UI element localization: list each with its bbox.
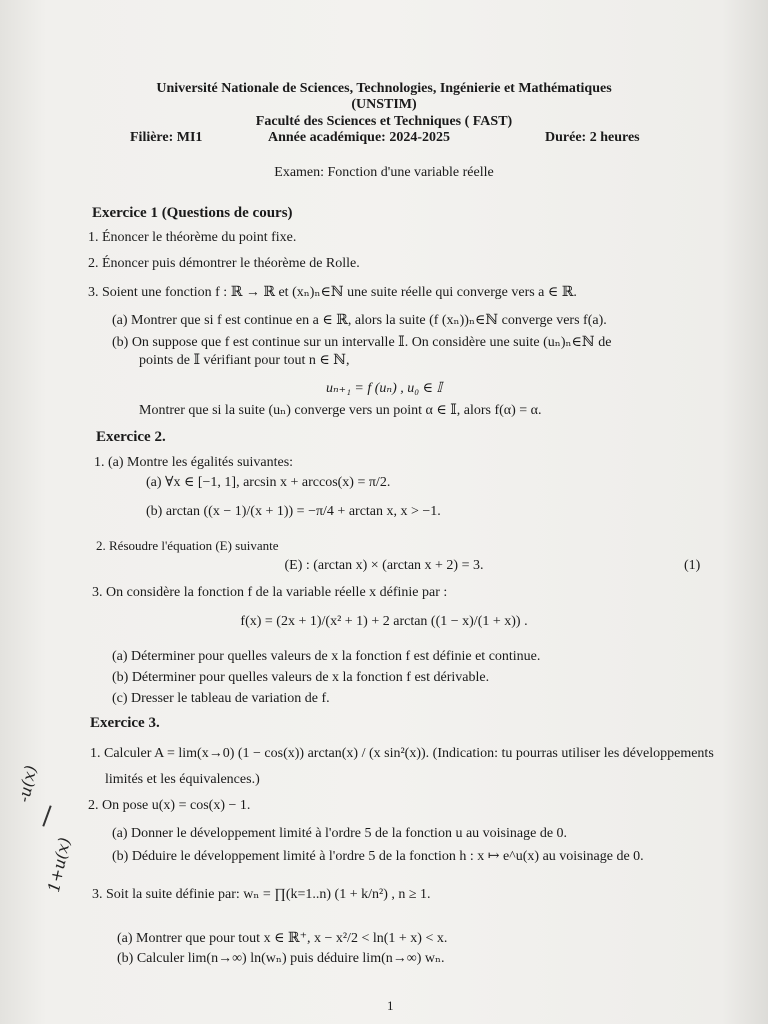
ex3-q3b: (b) Calculer lim(n→∞) ln(wₙ) puis déduire lim(n→∞) wₙ. [117,951,445,966]
ex2-q1: 1. (a) Montre les égalités suivantes: [94,455,294,470]
ex2-q2-equation: (E) : (arctan x) × (arctan x + 2) = 3. [284,558,484,573]
ex1-q3b-line3: Montrer que si la suite (uₙ) converge vers un point α ∈ 𝕀, alors f(α) = α. [139,403,542,418]
ex3-q1: 1. Calculer A = lim(x→0) (1 − cos(x)) arctan(x) / (x sin²(x)). (Indication: tu pourras utiliser les développements [90,746,714,761]
exam-title: Examen: Fonction d'une variable réelle [274,165,494,180]
exercise-3-title: Exercice 3. [90,715,160,731]
ex2-q3-equation: f(x) = (2x + 1)/(x² + 1) + 2 arctan ((1 − x)/(1 + x)) . [240,614,528,629]
ex1-q3b-line1: (b) On suppose que f est continue sur un intervalle 𝕀. On considère une suite (uₙ)ₙ∈ℕ de [112,335,612,350]
ex2-q3b: (b) Déterminer pour quelles valeurs de x la fonction f est dérivable. [112,670,490,685]
ex1-q3: 3. Soient une fonction f : ℝ → ℝ et (xₙ)ₙ∈ℕ une suite réelle qui converge vers a ∈ ℝ. [88,285,577,300]
ex3-q2b: (b) Déduire le développement limité à l'ordre 5 de la fonction h : x ↦ e^u(x) au voisinage de 0. [112,849,644,864]
ex2-q1a: (a) ∀x ∈ [−1, 1], arcsin x + arccos(x) = π/2. [146,475,391,490]
duration: Durée: 2 heures [545,130,640,145]
page-number: 1 [387,998,394,1013]
ex2-q3a: (a) Déterminer pour quelles valeurs de x la fonction f est définie et continue. [112,649,541,664]
ex3-q2: 2. On pose u(x) = cos(x) − 1. [88,798,251,813]
ex3-q3a: (a) Montrer que pour tout x ∈ ℝ⁺, x − x²/2 < ln(1 + x) < x. [117,931,448,946]
ex1-q3a: (a) Montrer que si f est continue en a ∈ ℝ, alors la suite (f (xₙ))ₙ∈ℕ converge vers f(a). [112,313,607,328]
university-acronym: (UNSTIM) [351,97,417,112]
filiere: Filière: MI1 [130,130,203,145]
handwritten-fraction-bar [42,805,51,826]
ex2-q2: 2. Résoudre l'équation (E) suivante [96,538,279,553]
university-name: Université Nationale de Sciences, Technologies, Ingénierie et Mathématiques [156,81,612,96]
ex1-q2: 2. Énoncer puis démontrer le théorème de Rolle. [88,256,360,271]
faculty-name: Faculté des Sciences et Techniques ( FAST) [255,114,513,129]
ex3-q1-continued: limités et les équivalences.) [105,772,260,787]
equation-number: (1) [684,558,701,573]
exercise-2-title: Exercice 2. [96,429,166,445]
handwritten-note-bottom: 1+u(x) [44,835,75,894]
handwritten-note-top: -u(x) [14,763,41,804]
exercise-1-title: Exercice 1 (Questions de cours) [92,205,293,221]
ex3-q2a: (a) Donner le développement limité à l'ordre 5 de la fonction u au voisinage de 0. [112,826,568,841]
ex3-q3: 3. Soit la suite définie par: wₙ = ∏(k=1..n) (1 + k/n²) , n ≥ 1. [92,887,431,902]
ex1-q3b-equation: uₙ₊₁ = f (uₙ) , u₀ ∈ 𝕀 [326,381,442,396]
ex1-q3b-line2: points de 𝕀 vérifiant pour tout n ∈ ℕ, [139,353,350,368]
ex1-q1: 1. Énoncer le théorème du point fixe. [88,230,297,245]
ex2-q3c: (c) Dresser le tableau de variation de f. [112,691,330,706]
academic-year: Année académique: 2024-2025 [268,130,450,145]
ex2-q3: 3. On considère la fonction f de la variable réelle x définie par : [92,585,448,600]
ex2-q1b: (b) arctan ((x − 1)/(x + 1)) = −π/4 + arctan x, x > −1. [146,504,441,519]
